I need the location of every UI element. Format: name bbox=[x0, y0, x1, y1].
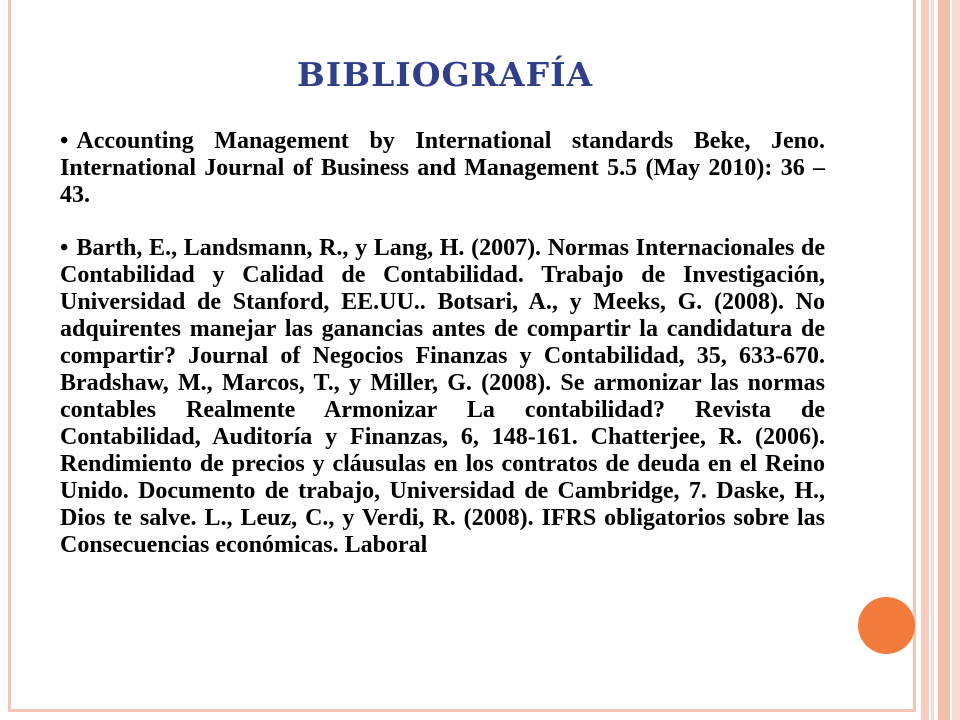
bibliography-list bbox=[60, 128, 825, 585]
slide-title: BIBLIOGRAFÍA bbox=[296, 55, 594, 94]
decorative-stripe bbox=[931, 0, 934, 720]
decorative-stripe bbox=[952, 0, 960, 720]
decorative-circle bbox=[858, 597, 915, 654]
decorative-stripe bbox=[938, 0, 950, 720]
bibliography-entry bbox=[60, 128, 825, 209]
entry-text: Accounting Management by International standards Beke, Jeno. International Journal of Business and Management 5.5 (May 2010): 36 – 43. bbox=[60, 128, 825, 208]
entry-text: Barth, E., Landsmann, R., y Lang, H. (2007). Normas Internacionales de Contabilidad y Calidad de Contabilidad. Trabajo de Investigación, Universidad de Stanford, EE.UU.. Botsari, A., y Meeks, G. (2008). No adquirentes manejar las ganancias antes de compartir la candidatura de compartir? Journal of Negocios Finanzas y Contabilidad, 35, 633-670. Bradshaw, M., Marcos, T., y Miller, G. (2008). Se armonizar las normas contables Realmente Armonizar La contabilidad? Revista de Contabilidad, Auditoría y Finanzas, 6, 148-161. Chatterjee, R. (2006). Rendimiento de precios y cláusulas en los contratos de deuda en el Reino Unido. Documento de trabajo, Universidad de Cambridge, 7. Daske, H., Dios te salve. L., Leuz, C., y Verdi, R. (2008). IFRS obligatorios sobre las Consecuencias económicas. Laboral bbox=[60, 235, 825, 558]
bullet-icon: • bbox=[60, 235, 69, 261]
bullet-icon: • bbox=[60, 128, 69, 154]
bibliography-entry bbox=[60, 235, 825, 559]
decorative-stripe bbox=[921, 0, 929, 720]
